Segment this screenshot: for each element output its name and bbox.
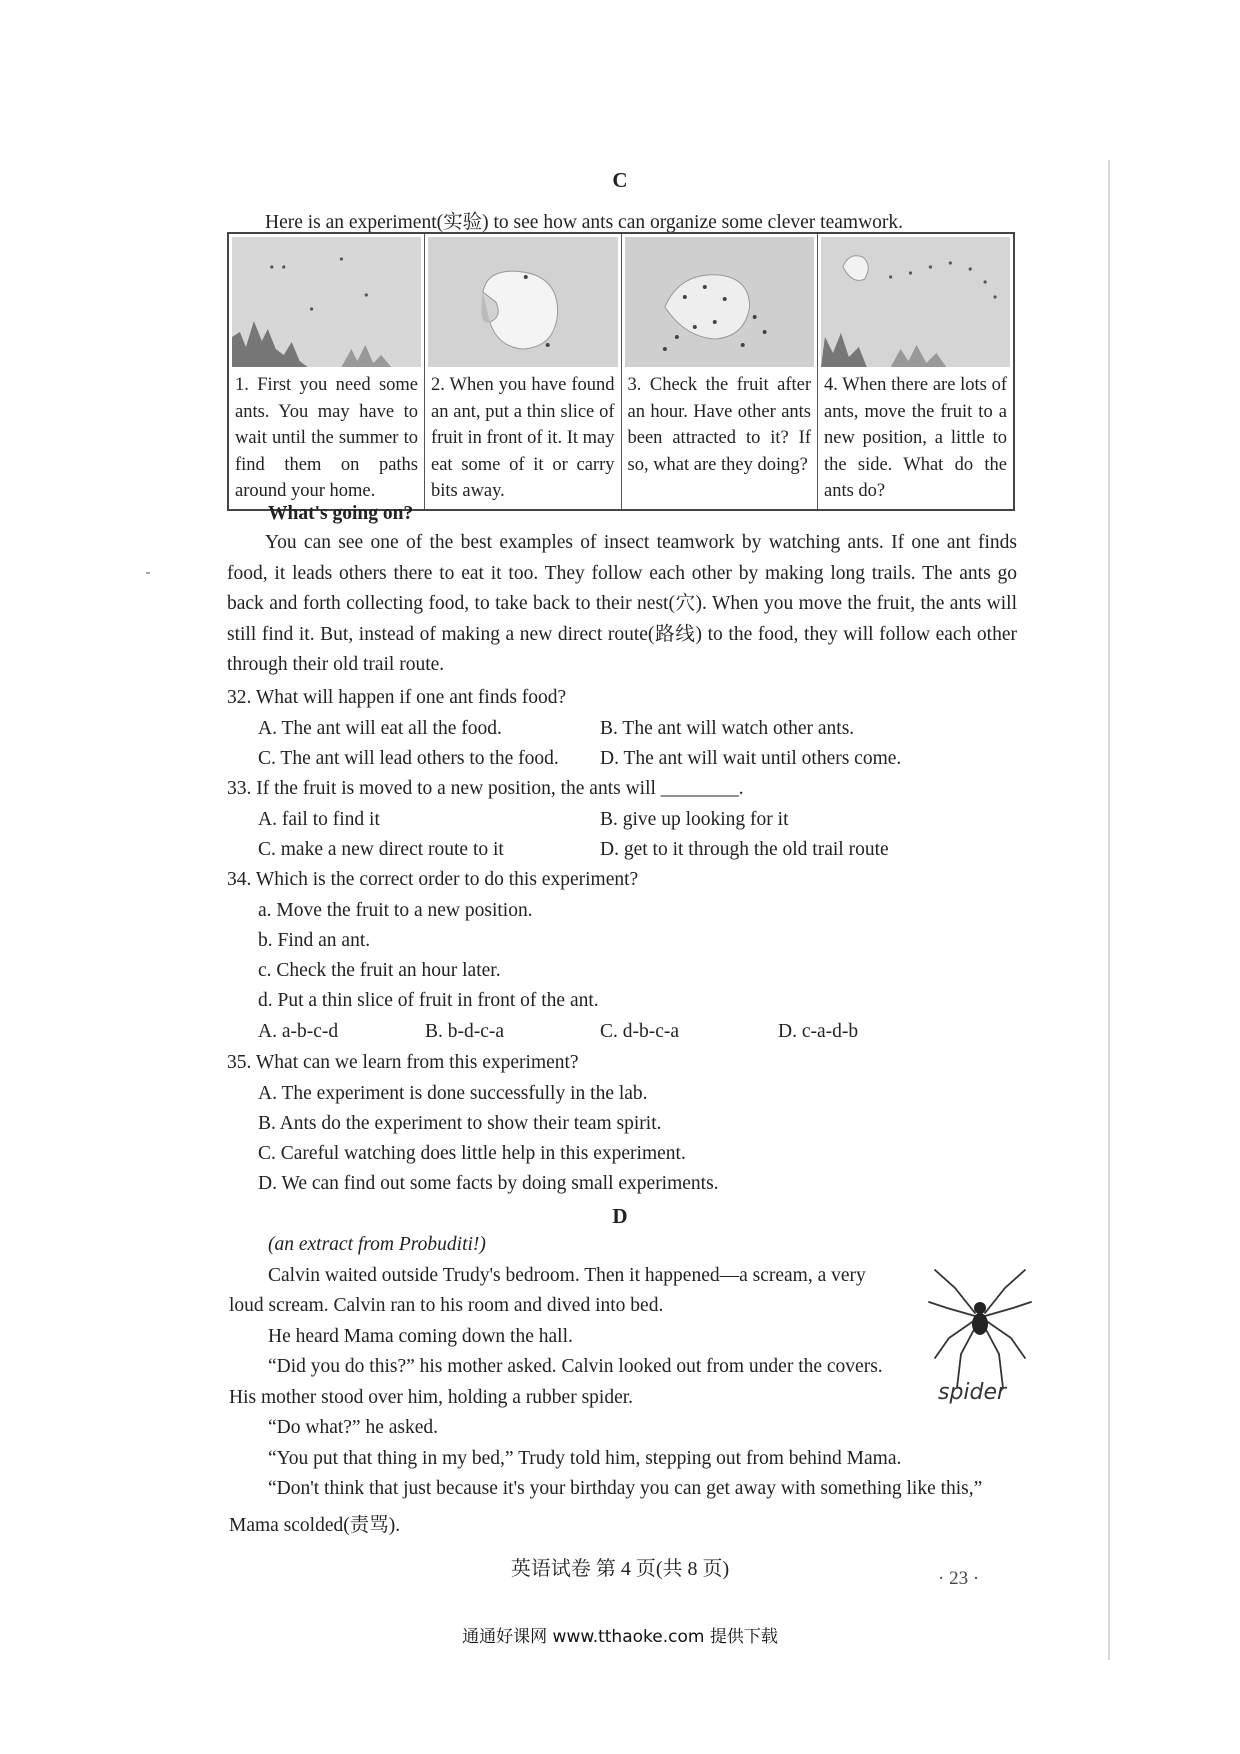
step-cell-3 [621, 233, 818, 510]
step-3-text: 3. Check the fruit after an hour. Have other ants been attracted to it? If so, what are they doing? [627, 375, 811, 475]
question-34-option-c: C. d-b-c-a [600, 1021, 680, 1042]
question-34-stem: 34. Which is the correct order to do this experiment? [227, 869, 639, 890]
question-32-stem: 32. What will happen if one ant finds food? [227, 687, 567, 708]
question-34-option-a: A. a-b-c-d [258, 1021, 339, 1042]
experiment-steps-table [227, 232, 1015, 511]
passage-c: You can see one of the best examples of insect teamwork by watching ants. If one ant finds food, it leads others there to eat it too. They follow each other by making long trails. The ants go back and forth collecting food, to take back to their nest(穴). When you move the fruit, the ants will still find it. But, instead of making a new direct route(路线) to the food, they will follow each other through their old trail route. [227, 532, 1017, 675]
question-35-option-c: C. Careful watching does little help in this experiment. [258, 1143, 686, 1164]
story-line-9: Mama scolded(责骂). [229, 1515, 401, 1536]
question-33-option-c: C. make a new direct route to it [258, 839, 504, 860]
question-32-option-b: B. The ant will watch other ants. [600, 718, 855, 739]
section-c-letter: C [612, 168, 628, 192]
question-34-item-d: d. Put a thin slice of fruit in front of the ant. [258, 990, 599, 1011]
story-line-1: Calvin waited outside Trudy's bedroom. Then it happened—a scream, a very [268, 1265, 866, 1286]
step-2-illustration [428, 237, 618, 367]
page-edge-line [1108, 160, 1110, 1660]
question-33-option-b: B. give up looking for it [600, 809, 789, 830]
story-line-2: loud scream. Calvin ran to his room and dived into bed. [229, 1295, 664, 1316]
scan-mark [146, 572, 150, 574]
step-1-illustration [232, 237, 421, 367]
spider-caption: spider [938, 1380, 1007, 1405]
question-35-stem: 35. What can we learn from this experiment? [227, 1052, 579, 1073]
download-watermark: 通通好课网 www.tthaoke.com 提供下载 [462, 1627, 778, 1647]
step-cell-2 [425, 233, 622, 510]
step-4-illustration [821, 237, 1010, 367]
question-33-option-d: D. get to it through the old trail route [600, 839, 889, 860]
step-1-text: 1. First you need some ants. You may have to wait until the summer to find them on paths around your home. [235, 375, 418, 501]
step-3-illustration [625, 237, 815, 367]
question-35-option-b: B. Ants do the experiment to show their team spirit. [258, 1113, 662, 1134]
question-32-option-d: D. The ant will wait until others come. [600, 748, 902, 769]
story-line-6: “Do what?” he asked. [268, 1417, 439, 1438]
step-cell-4 [818, 233, 1015, 510]
question-34-item-c: c. Check the fruit an hour later. [258, 960, 501, 981]
step-4-text: 4. When there are lots of ants, move the fruit to a new position, a little to the side. What do the ants do? [824, 375, 1007, 501]
story-line-3: He heard Mama coming down the hall. [268, 1326, 573, 1347]
whats-going-on-heading: What's going on? [268, 503, 414, 524]
section-c-intro: Here is an experiment(实验) to see how ants can organize some clever teamwork. [265, 212, 904, 233]
question-33-option-a: A. fail to find it [258, 809, 380, 830]
question-34-option-b: B. b-d-c-a [425, 1021, 505, 1042]
question-34-option-d: D. c-a-d-b [778, 1021, 859, 1042]
page-footer-title: 英语试卷 第 4 页(共 8 页) [510, 1558, 730, 1580]
story-line-4: “Did you do this?” his mother asked. Calvin looked out from under the covers. [268, 1356, 883, 1377]
question-35-option-d: D. We can find out some facts by doing small experiments. [258, 1173, 719, 1194]
section-d-letter: D [612, 1204, 628, 1228]
story-line-8: “Don't think that just because it's your birthday you can get away with something like this,” [268, 1478, 983, 1499]
step-2-text: 2. When you have found an ant, put a thin slice of fruit in front of it. It may eat some of it or carry bits away. [431, 375, 615, 501]
story-line-7: “You put that thing in my bed,” Trudy told him, stepping out from behind Mama. [268, 1448, 902, 1469]
question-35-option-a: A. The experiment is done successfully in the lab. [258, 1083, 648, 1104]
step-cell-1 [228, 233, 425, 510]
question-33-stem: 33. If the fruit is moved to a new position, the ants will ________. [227, 778, 744, 799]
question-34-item-b: b. Find an ant. [258, 930, 371, 951]
question-32-option-a: A. The ant will eat all the food. [258, 718, 502, 739]
question-34-item-a: a. Move the fruit to a new position. [258, 900, 533, 921]
story-extract-note: (an extract from Probuditi!) [268, 1234, 486, 1255]
story-line-5: His mother stood over him, holding a rubber spider. [229, 1387, 634, 1408]
page-number-mark: · 23 · [938, 1568, 980, 1589]
question-32-option-c: C. The ant will lead others to the food. [258, 748, 559, 769]
